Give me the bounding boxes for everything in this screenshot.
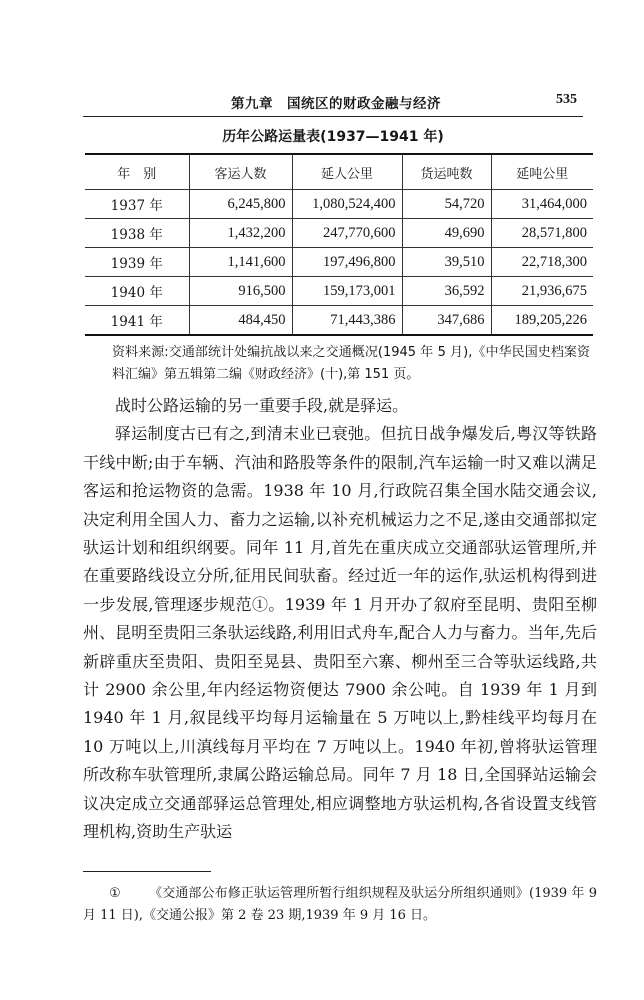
passengers-cell: 916,500 — [189, 277, 292, 306]
column-header: 延人公里 — [292, 154, 402, 190]
year-cell: 1937 年 — [85, 190, 189, 219]
freight-tons-cell: 36,592 — [402, 277, 491, 306]
footnote-rule — [83, 871, 211, 872]
passengers-cell: 484,450 — [189, 306, 292, 336]
table-row — [85, 306, 593, 336]
passenger-km-cell: 197,496,800 — [292, 248, 402, 277]
column-header: 客运人数 — [189, 154, 292, 190]
table-row — [85, 190, 593, 219]
body-paragraph: 驿运制度古已有之,到清末业已衰弛。但抗日战争爆发后,粤汉等铁路干线中断;由于车辆、汽油和路股等条件的限制,汽车运输一时又难以满足客运和抢运物资的急需。1938 年 10 月,行政院召集全国水陆交通会议,决定利用全国人力、畜力之运输,以补充机械运力之不足,遂由交通部拟定驮运计划和组织纲要。同年 11 月,首先在重庆成立交通部驮运管理所,并在重要路线设立分所,征用民间驮畜。经过近一年的运作,驮运机构得到进一步发展,管理逐步规范①。1939 年 1 月开办了叙府至昆明、贵阳至柳州、昆明至贵阳三条驮运线路,利用旧式舟车,配合人力与畜力。当年,先后新辟重庆至贵阳、贵阳至晃县、贵阳至六寨、柳州至三合等驮运线路,共计 2900 余公里,年内经运物资便达 7900 余公吨。自 1939 年 1 月到 1940 年 1 月,叙昆线平均每月运输量在 5 万吨以上,黔桂线平均每月在 10 万吨以上,川滇线每月平均在 7 万吨以上。1940 年初,曾将驮运管理所改称车驮管理所,隶属公路运输总局。同年 7 月 18 日,全国驿站运输会议决定成立交通部驿运总管理处,相应调整地方驮运机构,各省设置支线管理机构,资助生产驮运 — [83, 424, 597, 842]
freight-tons-cell: 54,720 — [402, 190, 491, 219]
year-cell: 1941 年 — [85, 306, 189, 336]
page-number: 535 — [556, 92, 577, 107]
passenger-km-cell: 247,770,600 — [292, 219, 402, 248]
passengers-cell: 1,141,600 — [189, 248, 292, 277]
ton-km-cell: 189,205,226 — [491, 306, 593, 336]
table-row — [85, 248, 593, 277]
passengers-cell: 6,245,800 — [189, 190, 292, 219]
year-cell: 1939 年 — [85, 248, 189, 277]
header-rule — [83, 116, 583, 117]
table-header-row — [85, 154, 593, 190]
running-header — [83, 92, 583, 114]
ton-km-cell: 31,464,000 — [491, 190, 593, 219]
year-cell: 1938 年 — [85, 219, 189, 248]
table-source-note: 资料来源:交通部统计处编抗战以来之交通概况(1945 年 5 月),《中华民国史档案资料汇编》第五辑第二编《财政经济》(十),第 151 页。 — [112, 345, 590, 382]
footnote — [83, 883, 597, 927]
freight-tons-cell: 49,690 — [402, 219, 491, 248]
column-header: 货运吨数 — [402, 154, 491, 190]
passenger-km-cell: 1,080,524,400 — [292, 190, 402, 219]
highway-traffic-table — [85, 153, 593, 336]
table-title: 历年公路运量表(1937—1941 年) — [222, 129, 444, 145]
passenger-km-cell: 71,443,386 — [292, 306, 402, 336]
table-row — [85, 277, 593, 306]
ton-km-cell: 21,936,675 — [491, 277, 593, 306]
column-header: 年 别 — [85, 154, 189, 190]
body-text — [83, 392, 597, 847]
ton-km-cell: 28,571,800 — [491, 219, 593, 248]
footnote-text: 《交通部公布修正驮运管理所暂行组织规程及驮运分所组织通则》(1939 年 9 月 11 日),《交通公报》第 2 卷 23 期,1939 年 9 月 16 日。 — [83, 886, 597, 923]
column-header: 延吨公里 — [491, 154, 593, 190]
passenger-km-cell: 159,173,001 — [292, 277, 402, 306]
year-cell: 1940 年 — [85, 277, 189, 306]
freight-tons-cell: 347,686 — [402, 306, 491, 336]
body-paragraph: 战时公路运输的另一重要手段,就是驿运。 — [115, 396, 409, 415]
freight-tons-cell: 39,510 — [402, 248, 491, 277]
passengers-cell: 1,432,200 — [189, 219, 292, 248]
table-row — [85, 219, 593, 248]
footnote-mark: ① — [109, 886, 121, 901]
ton-km-cell: 22,718,300 — [491, 248, 593, 277]
chapter-title: 第九章 国统区的财政金融与经济 — [231, 96, 441, 112]
